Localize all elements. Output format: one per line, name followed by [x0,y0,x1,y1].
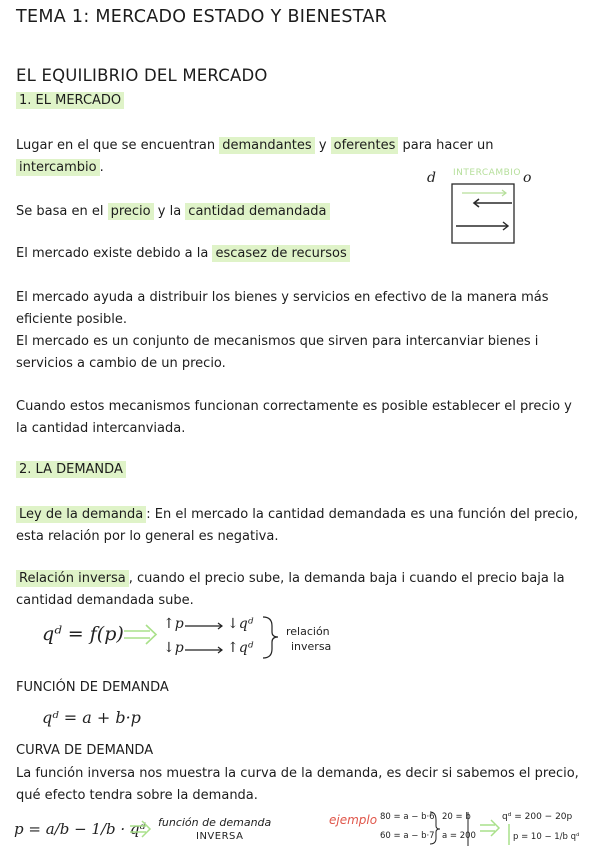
section-heading-curva: CURVA DE DEMANDA [16,743,154,758]
diagram-oferente-label: o [523,170,532,186]
paragraph-ley-demanda: Ley de la demanda : En el mercado la cantidad demandada es una función del precio, esta relación por lo general es negativa. [16,507,579,544]
section-heading-demanda: 2. LA DEMANDA [16,462,126,477]
example-result-a: a = 200 [442,831,476,841]
demand-function-general: qᵈ = f(p) [42,623,124,645]
ejemplo-label: ejemplo [329,813,378,827]
paragraph-precio: Se basa en el precio y la cantidad demandada [16,201,586,223]
quantity-down-note: ↓qᵈ [227,616,254,632]
price-down-note: ↓p [163,640,184,656]
inversa-note: inversa [291,640,332,653]
paragraph-relacion-inversa: Relación inversa , cuando el precio sube, la demanda baja i cuando el precio baja la cantidad demandada sube. [16,571,565,608]
page-subtitle: EL EQUILIBRIO DEL MERCADO [16,66,268,85]
diagram-demandante-label: d [427,170,436,186]
paragraph-funcion-inversa: La función inversa nos muestra la curva de la demanda, es decir si sabemos el precio, qué efecto tendra sobre la demanda. [16,766,579,803]
paragraph-mecanismos: El mercado es un conjunto de mecanismos que sirven para intercanviar bienes i servicios a cambio de un precio. [16,334,539,371]
paragraph-escasez: El mercado existe debido a la escasez de recursos [16,243,586,265]
example-inverse-function: p = 10 − 1/b qᵈ [513,832,580,842]
inverse-demand-equation: p = a/b − 1/b · qᵈ [14,820,146,838]
section-heading-funcion: FUNCIÓN DE DEMANDA [16,680,169,695]
paragraph-funcionan: Cuando estos mecanismos funcionan correctamente es posible establecer el precio y la cantidad intercanviada. [16,399,572,436]
relacion-note: relación [286,625,330,638]
paragraph-distribuir: El mercado ayuda a distribuir los bienes y servicios en efectivo de la manera más eficiente posible. [16,290,549,327]
example-demand-function: qᵈ = 200 − 20p [502,812,573,822]
quantity-up-note: ↑qᵈ [227,640,254,656]
paragraph-lugar: Lugar en el que se encuentran demandantes y oferentes para hacer un intercambio . [16,138,494,175]
page-title: TEMA 1: MERCADO ESTADO Y BIENESTAR [16,7,388,27]
price-up-note: ↑p [163,616,184,632]
example-equation-1: 80 = a − b·6 [380,812,435,822]
example-equation-2: 60 = a − b·7 [380,831,435,841]
example-result-b: 20 = b [442,812,471,822]
diagram-intercambio-label: INTERCAMBIO [453,168,521,178]
section-heading-mercado: 1. EL MERCADO [16,93,124,108]
inversa-caps-note: INVERSA [196,831,244,842]
funcion-de-demanda-note: función de demanda [158,816,272,829]
demand-function-linear: qᵈ = a + b·p [42,708,141,727]
